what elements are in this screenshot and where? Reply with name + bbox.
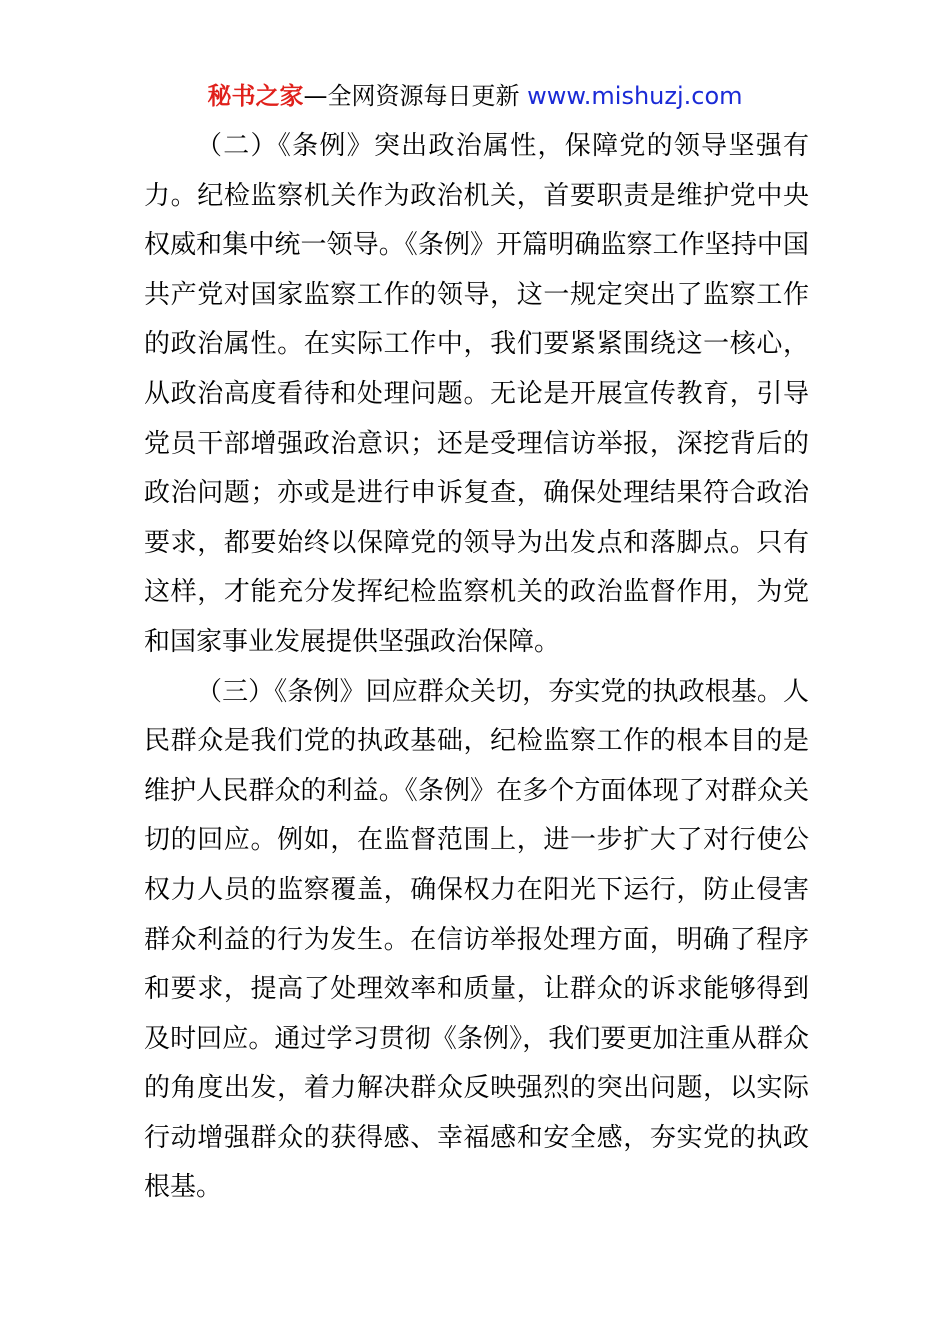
brand-name: 秘书之家 xyxy=(207,82,304,110)
page-header xyxy=(0,80,950,112)
header-tagline: —全网资源每日更新 xyxy=(303,82,520,110)
website-link[interactable]: www.mishuzj.com xyxy=(527,82,743,110)
paragraph-section-2: （二）《条例》突出政治属性，保障党的领导坚强有力。纪检监察机关作为政治机关，首要职责是维护党中央权威和集中统一领导。《条例》开篇明确监察工作坚持中国共产党对国家监察工作的领导，这一规定突出了监察工作的政治属性。在实际工作中，我们要紧紧围绕这一核心，从政治高度看待和处理问题。无论是开展宣传教育，引导党员干部增强政治意识；还是受理信访举报，深挖背后的政治问题；亦或是进行申诉复查，确保处理结果符合政治要求，都要始终以保障党的领导为出发点和落脚点。只有这样，才能充分发挥纪检监察机关的政治监督作用，为党和国家事业发展提供坚强政治保障。 xyxy=(144,131,809,657)
paragraph-section-3: （三）《条例》回应群众关切，夯实党的执政根基。人民群众是我们党的执政基础，纪检监察工作的根本目的是维护人民群众的利益。《条例》在多个方面体现了对群众关切的回应。例如，在监督范围上，进一步扩大了对行使公权力人员的监察覆盖，确保权力在阳光下运行，防止侵害群众利益的行为发生。在信访举报处理方面，明确了程序和要求，提高了处理效率和质量，让群众的诉求能够得到及时回应。通过学习贯彻《条例》，我们要更加注重从群众的角度出发，着力解决群众反映强烈的突出问题，以实际行动增强群众的获得感、幸福感和安全感，夯实党的执政根基。 xyxy=(144,676,809,1203)
document-body xyxy=(144,122,809,1213)
